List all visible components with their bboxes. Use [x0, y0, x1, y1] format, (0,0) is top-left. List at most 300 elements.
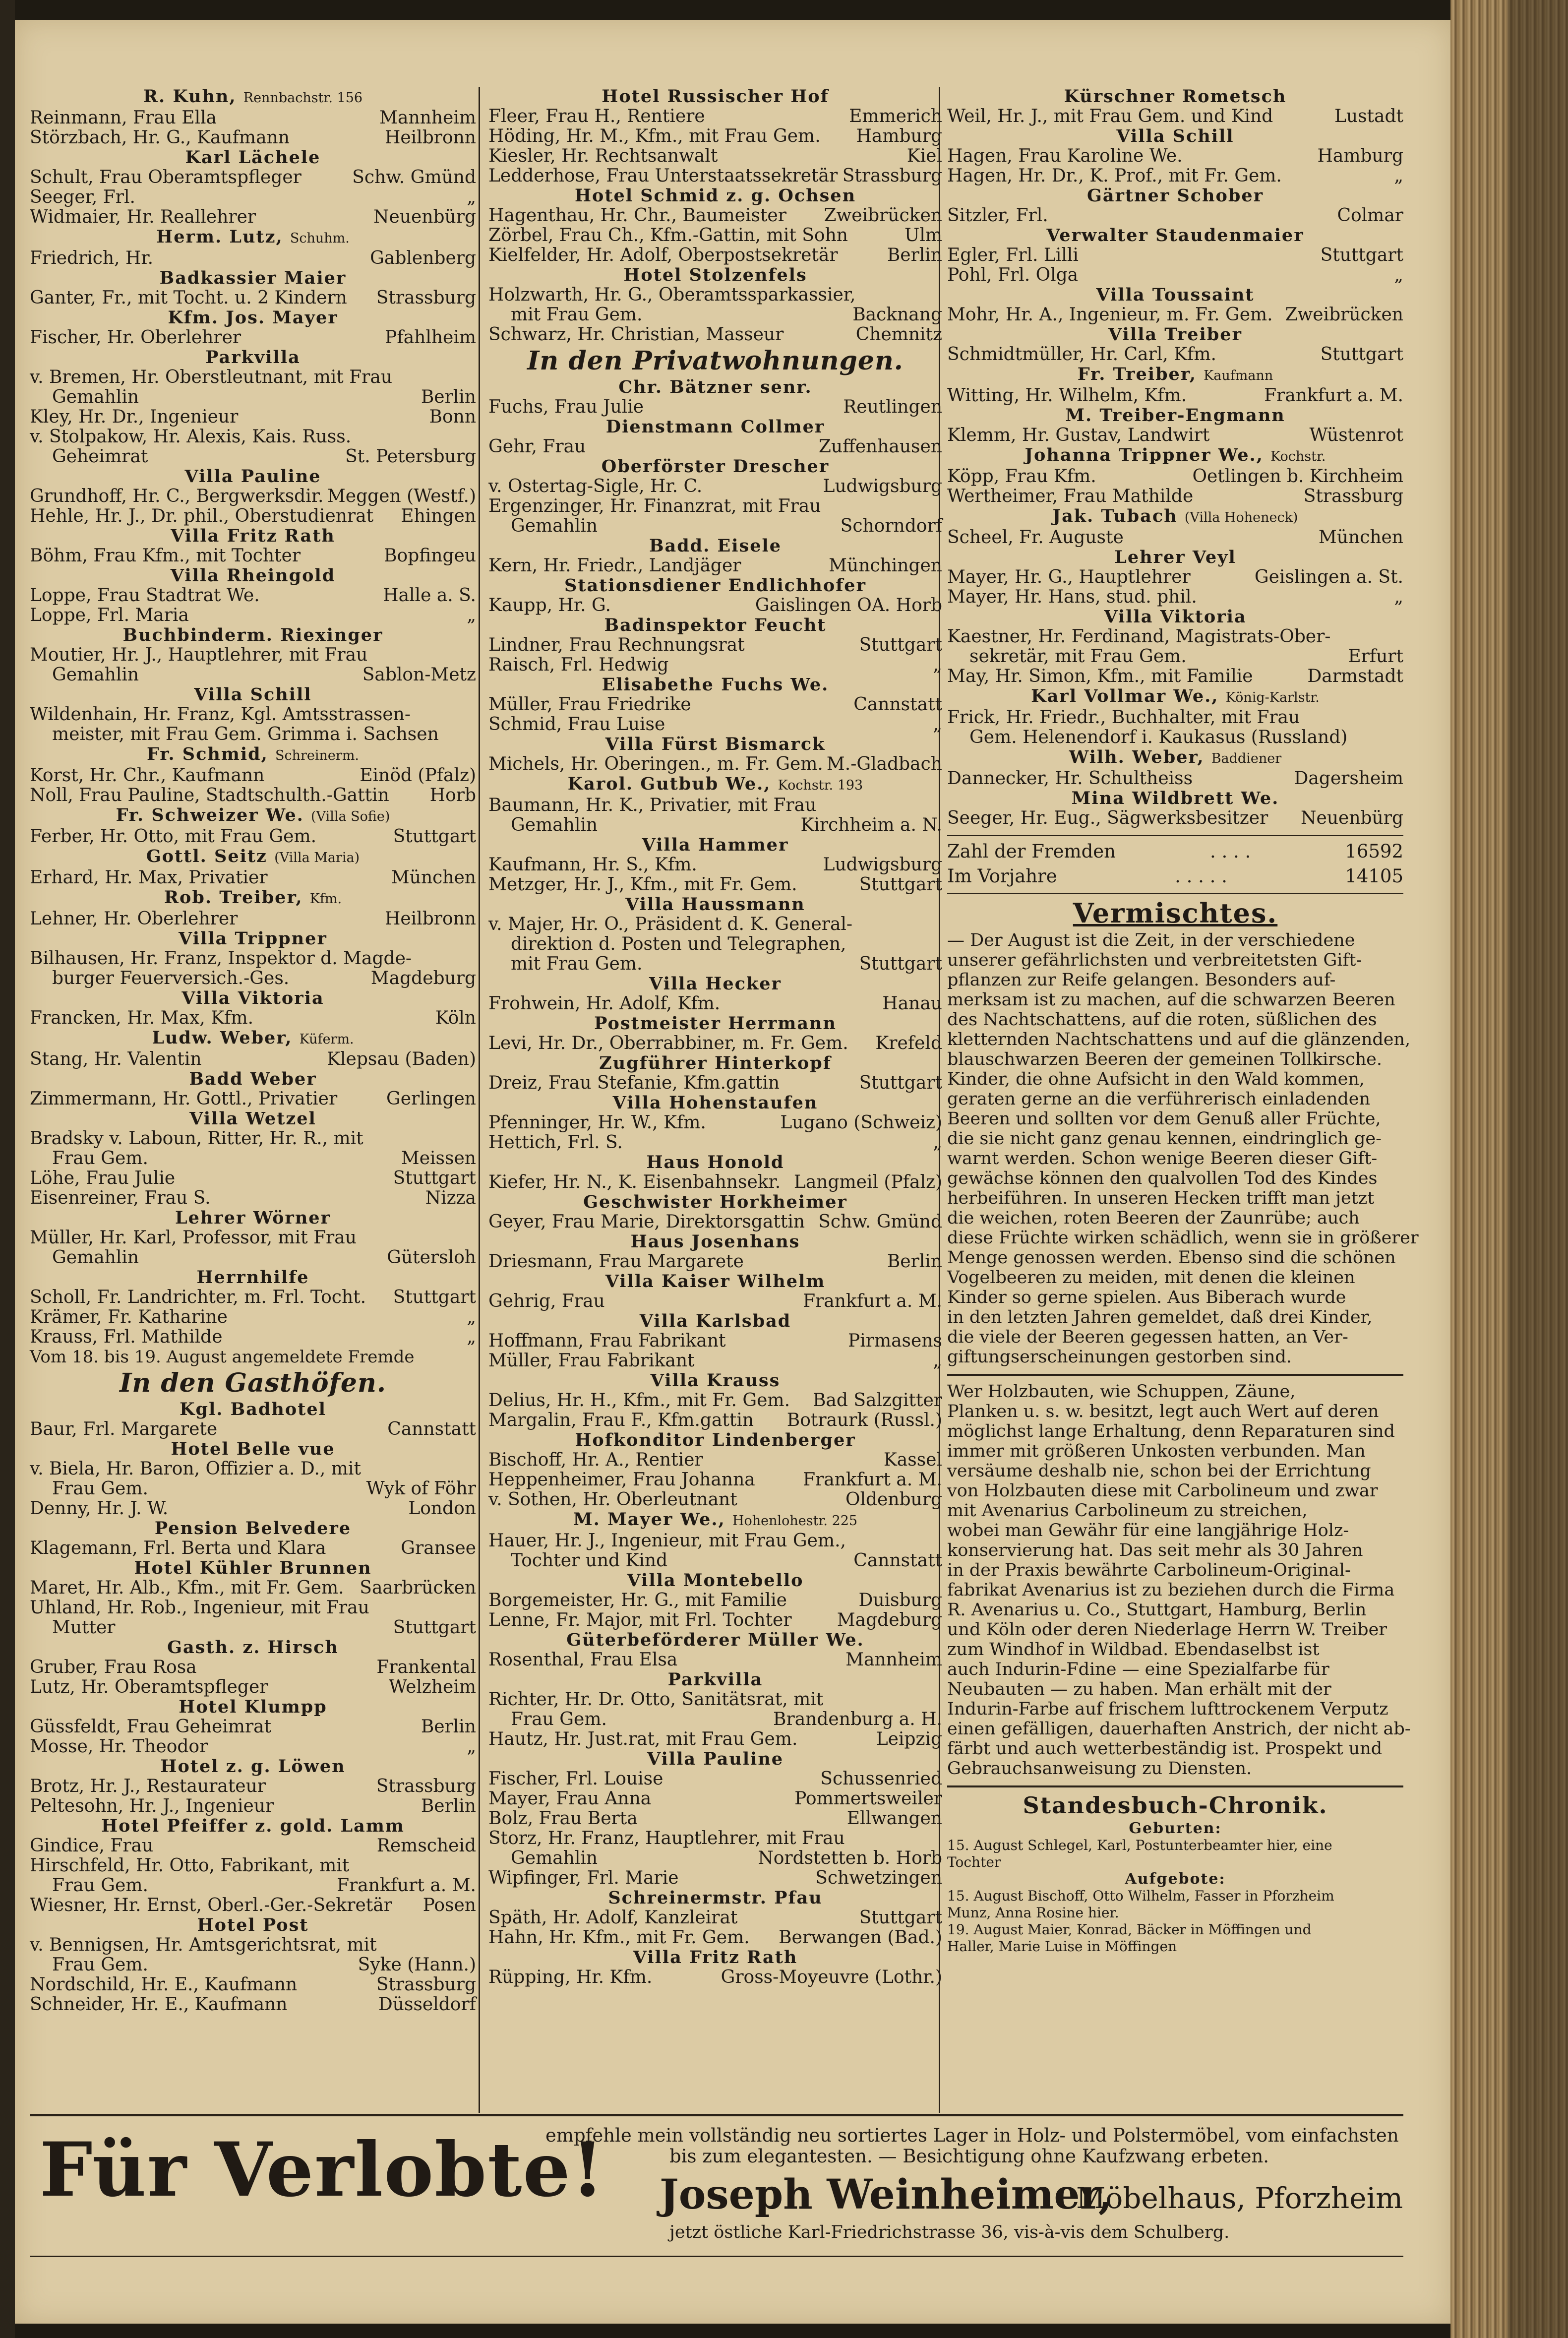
ad-business: Möbelhaus, Pforzheim: [1076, 2181, 1403, 2215]
lodging-heading: [488, 675, 942, 695]
guest-name: sekretär, mit Frau Gem.: [969, 646, 1187, 667]
guest-origin: Berwangen (Bad.): [779, 1927, 942, 1948]
guest-origin: Emmerich: [849, 106, 942, 126]
lodging-name: Villa Kaiser Wilhelm: [605, 1271, 826, 1292]
guest-name: Korst, Hr. Chr., Kaufmann: [30, 765, 265, 786]
lodging-name: Rob. Treiber,: [164, 887, 303, 908]
article-line: Indurin-Farbe auf frischem lufttrockenem Verputz: [947, 1699, 1388, 1719]
lodging-name: Jak. Tubach: [1052, 506, 1178, 526]
guest-name: Grundhoff, Hr. C., Bergwerksdir.: [30, 486, 324, 506]
guest-entry: [488, 1470, 942, 1490]
guest-entry: [30, 187, 476, 207]
guest-name: Widmaier, Hr. Reallehrer: [30, 207, 256, 227]
guest-origin: Berlin: [887, 245, 942, 265]
guest-origin: Frankfurt a. M.: [1264, 385, 1403, 406]
guest-name: Gemahlin: [511, 815, 598, 835]
lodging-name: Haus Honold: [646, 1152, 784, 1172]
guest-entry: [488, 1610, 942, 1630]
lodging-heading: [30, 467, 476, 487]
total-value: 14105: [1345, 865, 1403, 887]
article-line: kletternden Nachtschattens und auf die glänzenden,: [947, 1030, 1411, 1049]
guest-entry: [488, 246, 942, 265]
lodging-heading: [488, 974, 942, 994]
article-line: in der Praxis bewährte Carbolineum-Original-: [947, 1560, 1351, 1580]
guest-name: meister, mit Frau Gem. Grimma i. Sachsen: [52, 724, 439, 744]
guest-entry: [488, 146, 942, 166]
guest-name: Mayer, Hr. G., Hauptlehrer: [947, 567, 1191, 587]
furniture-advertisement: [30, 2120, 1403, 2252]
guest-name: Schmidtmüller, Hr. Carl, Kfm.: [947, 344, 1216, 365]
guest-entry: [947, 426, 1403, 445]
guest-name: Kaupp, Hr. G.: [488, 595, 611, 615]
guest-origin: Remscheid: [376, 1836, 476, 1856]
lodging-name: Villa Pauline: [184, 466, 321, 487]
guest-name: Hahn, Hr. Kfm., mit Fr. Gem.: [488, 1927, 750, 1948]
lodging-heading: [30, 1069, 476, 1089]
guest-name: Kaestner, Hr. Ferdinand, Magistrats-Ober-: [947, 626, 1331, 647]
lodging-heading: [488, 1232, 942, 1252]
guest-entry: [488, 1531, 942, 1551]
guest-origin: Strassburg: [842, 166, 942, 186]
guest-entry: [30, 1288, 476, 1307]
guest-entry: [488, 516, 942, 536]
guest-origin: Oldenburg: [845, 1489, 942, 1510]
guest-name: Bradsky v. Laboun, Ritter, Hr. R., mit: [30, 1128, 363, 1149]
lodging-name: Oberförster Drescher: [601, 456, 830, 477]
guest-origin: Gransee: [401, 1538, 476, 1558]
lodging-heading: [488, 377, 942, 397]
lodging-heading: [488, 1371, 942, 1391]
guest-origin: Cannstatt: [853, 694, 942, 715]
page-stack-shadow: [1508, 0, 1568, 2338]
lodging-heading: [947, 686, 1403, 708]
guest-entry: [30, 1419, 476, 1439]
lodging-name: Chr. Bätzner senr.: [618, 377, 812, 397]
guest-entry: [30, 1578, 476, 1598]
guest-name: Geheimrat: [52, 446, 148, 467]
guest-origin: München: [391, 867, 476, 888]
guest-entry: [30, 168, 476, 187]
lodging-heading: [947, 126, 1403, 146]
lodging-name: Güterbeförderer Müller We.: [566, 1630, 864, 1650]
guest-name: Dreiz, Frau Stefanie, Kfm.gattin: [488, 1073, 780, 1093]
guest-name: Seeger, Frl.: [30, 187, 135, 207]
guest-origin: Hamburg: [1317, 146, 1403, 166]
lodging-name: Herm. Lutz,: [156, 227, 283, 247]
guest-name: Schult, Frau Oberamtspfleger: [30, 167, 302, 187]
article-line: möglichst lange Erhaltung, denn Reparaturen sind: [947, 1421, 1395, 1441]
ad-top-rule: [30, 2114, 1403, 2116]
article-line: merksam ist zu machen, auf die schwarzen Beeren: [947, 990, 1395, 1010]
guest-origin: Schw. Gmünd: [352, 167, 476, 187]
divider: [947, 835, 1403, 836]
lodging-name: Villa Fritz Rath: [171, 526, 335, 546]
guest-name: Sitzler, Frl.: [947, 205, 1048, 226]
lodging-detail: Kfm.: [309, 891, 342, 907]
lodging-name: Villa Krauss: [650, 1370, 781, 1391]
guest-origin: Frankfurt a. M.: [337, 1875, 476, 1896]
guest-entry: [30, 1955, 476, 1975]
lodging-heading: [488, 1948, 942, 1968]
lodging-name: Hotel z. g. Löwen: [160, 1756, 346, 1777]
lodging-name: Herrnhilfe: [196, 1267, 309, 1288]
lodging-name: Geschwister Horkheimer: [583, 1192, 847, 1212]
lodging-heading: [30, 1208, 476, 1228]
guest-name: Krauss, Frl. Mathilde: [30, 1327, 223, 1347]
guest-entry: [947, 386, 1403, 406]
guest-origin: Frankfurt a. M.: [803, 1470, 942, 1490]
guest-entry: [488, 875, 942, 895]
lodging-name: Schreinermstr. Pfau: [608, 1888, 823, 1908]
ad-bottom-rule: [30, 2256, 1403, 2257]
lodging-name: Hotel Klumpp: [179, 1697, 327, 1717]
guest-entry: [947, 647, 1403, 667]
guest-name: Frohwein, Hr. Adolf, Kfm.: [488, 993, 721, 1014]
lodging-heading: [947, 285, 1403, 305]
article-line: geraten gerne an die verführerisch einladenden: [947, 1089, 1371, 1109]
guest-name: Fischer, Hr. Oberlehrer: [30, 327, 241, 348]
guest-entry: [30, 1248, 476, 1268]
guest-origin: Leipzig: [876, 1729, 942, 1749]
lodging-name: R. Kuhn,: [143, 86, 237, 107]
lodging-name: Karl Vollmar We.,: [1031, 686, 1219, 706]
guest-name: Höding, Hr. M., Kfm., mit Frau Gem.: [488, 126, 821, 146]
guest-entry: [488, 655, 942, 675]
guest-origin: Brandenburg a. H.: [773, 1709, 942, 1729]
lodging-detail: (Villa Maria): [274, 850, 360, 865]
lodging-detail: König-Karlstr.: [1225, 690, 1320, 705]
lodging-heading: [488, 1670, 942, 1690]
guest-origin: Bonn: [429, 407, 476, 427]
article-line: giftungserscheinungen gestorben sind.: [947, 1347, 1292, 1367]
guest-entry: [488, 695, 942, 715]
lodging-heading: [30, 1519, 476, 1538]
guest-entry: [30, 969, 476, 988]
guest-origin: „: [467, 187, 476, 207]
lodging-heading: [488, 1630, 942, 1650]
guest-entry: [488, 915, 942, 934]
guest-origin: Stuttgart: [859, 1073, 942, 1093]
guest-entry: [947, 107, 1403, 126]
guest-origin: „: [933, 1132, 942, 1153]
guest-name: Klemm, Hr. Gustav, Landwirt: [947, 425, 1210, 445]
guest-origin: Magdeburg: [370, 968, 476, 988]
guest-name: Frau Gem.: [511, 1709, 607, 1729]
guest-list-right: [947, 87, 1403, 828]
holzbauten-article: [947, 1382, 1411, 1779]
guest-entry: [947, 567, 1403, 587]
guest-entry: [30, 1129, 476, 1149]
guest-entry: [488, 1729, 942, 1749]
guest-name: Bolz, Frau Berta: [488, 1808, 638, 1829]
guest-name: Frau Gem.: [52, 1478, 148, 1499]
guest-entry: [488, 1809, 942, 1829]
guest-entry: [947, 808, 1403, 828]
lodging-name: Verwalter Staudenmaier: [1046, 225, 1304, 246]
guest-name: May, Hr. Simon, Kfm., mit Familie: [947, 666, 1253, 686]
guest-entry: [30, 1876, 476, 1896]
lodging-name: Villa Viktoria: [1104, 607, 1247, 627]
lodging-name: Fr. Schmid,: [146, 744, 268, 764]
lodging-heading: [30, 348, 476, 368]
guest-entry: [947, 305, 1403, 325]
guest-entry: [30, 1188, 476, 1208]
guest-entry: [30, 207, 476, 227]
lodging-heading: [488, 186, 942, 206]
guest-entry: [488, 1113, 942, 1133]
guest-entry: [30, 328, 476, 348]
guest-entry: [30, 1737, 476, 1757]
guest-name: Hagen, Hr. Dr., K. Prof., mit Fr. Gem.: [947, 166, 1282, 186]
guest-name: Maret, Hr. Alb., Kfm., mit Fr. Gem.: [30, 1578, 344, 1598]
guest-name: Mayer, Frau Anna: [488, 1788, 652, 1809]
guest-origin: Münchingen: [829, 555, 942, 576]
guest-origin: Oetlingen b. Kirchheim: [1192, 466, 1403, 487]
guest-origin: Ludwigsburg: [823, 855, 942, 875]
guest-origin: Colmar: [1337, 205, 1403, 226]
guest-entry: [488, 1411, 942, 1430]
guest-entry: [30, 1995, 476, 2015]
guest-entry: [488, 397, 942, 417]
guest-entry: [488, 556, 942, 576]
guest-entry: [30, 1089, 476, 1109]
section-heading: In den Privatwohnungen.: [527, 346, 904, 376]
lodging-name: Villa Hohenstaufen: [612, 1093, 818, 1113]
guest-entry: [30, 407, 476, 427]
guest-entry: [488, 1391, 942, 1411]
lodging-heading: [30, 268, 476, 288]
guest-entry: [30, 1975, 476, 1995]
guest-name: Borgemeister, Hr. G., mit Familie: [488, 1590, 787, 1610]
guest-entry: [30, 1598, 476, 1618]
lodging-heading: [30, 847, 476, 868]
guest-entry: [488, 715, 942, 735]
guest-origin: Meissen: [401, 1148, 476, 1169]
guest-entry: [30, 1777, 476, 1796]
article-line: Kinder so gerne spielen. Aus Biberach wurde: [947, 1288, 1346, 1307]
guest-origin: „: [467, 1327, 476, 1347]
guest-origin: Krefeld: [875, 1033, 942, 1053]
guest-name: v. Stolpakow, Hr. Alexis, Kais. Russ.: [30, 427, 352, 447]
guest-entry: [30, 606, 476, 625]
lodging-name: Kürschner Rometsch: [1064, 86, 1287, 107]
guest-origin: Gerlingen: [386, 1089, 476, 1109]
lodging-heading: [947, 445, 1403, 467]
lodging-name: Kgl. Badhotel: [180, 1399, 326, 1419]
guest-name: Uhland, Hr. Rob., Ingenieur, mit Frau: [30, 1598, 369, 1618]
lodging-detail: Kochstr. 193: [778, 778, 863, 793]
guest-origin: Schw. Gmünd: [818, 1212, 942, 1232]
article-line: blauschwarzen Beeren der gemeinen Tollkirsche.: [947, 1049, 1383, 1069]
guest-name: Lehner, Hr. Oberlehrer: [30, 909, 238, 929]
guest-name: Kern, Hr. Friedr., Landjäger: [488, 555, 741, 576]
article-line: die weichen, roten Beeren der Zaunrübe; auch: [947, 1208, 1360, 1228]
lodging-heading: [947, 87, 1403, 107]
guest-entry: [488, 1690, 942, 1710]
guest-origin: Gaislingen OA. Horb: [755, 595, 942, 615]
guest-origin: Zweibrücken: [1285, 305, 1403, 325]
guest-origin: Berlin: [421, 1796, 476, 1816]
lodging-detail: Schuhm.: [290, 231, 350, 246]
guest-entry: [488, 285, 942, 305]
guest-entry: [488, 1908, 942, 1928]
lodging-name: Kfm. Jos. Mayer: [168, 308, 338, 328]
guest-entry: [30, 868, 476, 888]
lodging-heading: [947, 747, 1403, 769]
column-right: [947, 86, 1419, 1955]
guest-entry: [488, 1928, 942, 1948]
guest-name: Hirschfeld, Hr. Otto, Fabrikant, mit: [30, 1855, 350, 1876]
guest-origin: Berlin: [421, 1717, 476, 1737]
guest-name: v. Majer, Hr. O., Präsident d. K. General-: [488, 914, 853, 934]
guest-name: Güssfeldt, Frau Geheimrat: [30, 1717, 272, 1737]
guest-name: Schmid, Frau Luise: [488, 714, 665, 735]
lodging-heading: [30, 148, 476, 168]
guest-entry: [488, 1829, 942, 1848]
guest-name: Delius, Hr. H., Kfm., mit Fr. Gem.: [488, 1390, 790, 1411]
guest-origin: Pirmasens: [848, 1331, 942, 1351]
guest-name: Wiesner, Hr. Ernst, Oberl.-Ger.-Sekretär: [30, 1895, 392, 1915]
total-label: Zahl der Fremden: [947, 841, 1116, 862]
lodging-detail: Küferm.: [299, 1032, 354, 1047]
guest-entry: [947, 769, 1403, 789]
guest-name: Köpp, Frau Kfm.: [947, 466, 1096, 487]
lodging-name: Hotel Post: [197, 1915, 309, 1935]
guest-name: Müller, Hr. Karl, Professor, mit Frau: [30, 1228, 357, 1248]
lodging-name: Villa Hammer: [642, 835, 789, 855]
article-line: fabrikat Avenarius ist zu beziehen durch die Firma: [947, 1580, 1395, 1600]
ad-address: jetzt östliche Karl-Friedrichstrasse 36, vis-à-vis dem Schulberg.: [669, 2222, 1230, 2242]
lodging-name: Hotel Kühler Brunnen: [134, 1558, 372, 1578]
guest-name: Lutz, Hr. Oberamtspfleger: [30, 1677, 268, 1697]
guest-name: Kley, Hr. Dr., Ingenieur: [30, 407, 239, 427]
guest-entry: [488, 1133, 942, 1153]
lodging-name: Wilh. Weber,: [1069, 747, 1205, 767]
chronik-entry: 15. August Bischoff, Otto Wilhelm, Fasser in Pforzheim: [947, 1888, 1334, 1904]
guest-entry: [30, 546, 476, 566]
guest-origin: Gütersloh: [387, 1247, 476, 1268]
lodging-name: Gottl. Seitz: [146, 846, 267, 866]
lodging-heading: [30, 1757, 476, 1777]
guest-name: Moutier, Hr. J., Hauptlehrer, mit Frau: [30, 645, 368, 665]
guest-entry: [30, 1327, 476, 1347]
guest-entry: [488, 226, 942, 246]
article-line: R. Avenarius u. Co., Stuttgart, Hamburg, Berlin: [947, 1600, 1367, 1620]
guest-name: Wildenhain, Hr. Franz, Kgl. Amtsstrassen-: [30, 704, 411, 725]
guest-name: Mayer, Hr. Hans, stud. phil.: [947, 587, 1197, 607]
guest-entry: [30, 1459, 476, 1479]
guest-entry: [947, 166, 1403, 186]
guest-origin: Ehingen: [401, 506, 476, 526]
lodging-detail: Schreinerm.: [275, 748, 360, 763]
lodging-name: Lehrer Veyl: [1114, 547, 1236, 567]
total-row: [947, 864, 1403, 889]
guest-origin: Klepsau (Baden): [327, 1049, 476, 1069]
guest-origin: Stuttgart: [393, 826, 476, 847]
lodging-name: Villa Fürst Bismarck: [605, 734, 826, 754]
guest-origin: Kiel: [906, 146, 942, 166]
guest-name: Hagenthau, Hr. Chr., Baumeister: [488, 205, 786, 226]
lodging-heading: [947, 506, 1403, 528]
guest-origin: Stuttgart: [1320, 344, 1403, 365]
aufgebote-label: Aufgebote:: [1125, 1870, 1226, 1888]
guest-name: Gehrig, Frau: [488, 1291, 605, 1311]
ad-text-line: bis zum elegantesten. — Besichtigung ohne Kaufzwang erbeten.: [669, 2146, 1269, 2167]
guest-origin: Stuttgart: [393, 1287, 476, 1307]
lodging-heading: [947, 365, 1403, 386]
guest-entry: [30, 705, 476, 725]
guest-origin: Ellwangen: [846, 1808, 942, 1829]
guest-entry: [488, 1034, 942, 1053]
lodging-name: Karl Lächele: [185, 147, 321, 168]
guest-name: Scheel, Fr. Auguste: [947, 527, 1124, 548]
guest-origin: Stuttgart: [393, 1168, 476, 1188]
guest-entry: [30, 909, 476, 929]
guest-origin: Cannstatt: [853, 1550, 942, 1571]
guest-name: Löhe, Frau Julie: [30, 1168, 176, 1188]
guest-entry: [30, 1677, 476, 1697]
guest-name: Scholl, Fr. Landrichter, m. Frl. Tocht.: [30, 1287, 366, 1307]
guest-origin: Backnang: [852, 305, 942, 325]
guest-name: Müller, Frau Friedrike: [488, 694, 691, 715]
lodging-name: Mina Wildbrett We.: [1071, 788, 1279, 808]
guest-origin: „: [1394, 166, 1403, 186]
guest-name: Pohl, Frl. Olga: [947, 265, 1079, 285]
article-line: mit Avenarius Carbolineum zu streichen,: [947, 1501, 1308, 1521]
guest-entry: [488, 496, 942, 516]
lodging-name: Badd. Eisele: [649, 536, 782, 556]
lodging-heading: [30, 227, 476, 248]
lodging-name: Villa Rheingold: [170, 565, 336, 586]
lodging-heading: [30, 1400, 476, 1419]
lodging-name: Villa Trippner: [179, 928, 327, 949]
guest-name: Storz, Hr. Franz, Hauptlehrer, mit Frau: [488, 1828, 845, 1848]
lodging-detail: (Villa Hoheneck): [1184, 510, 1298, 525]
guest-name: Gemahlin: [52, 665, 139, 685]
guest-name: Noll, Frau Pauline, Stadtschulth.-Gattin: [30, 785, 389, 805]
guest-entry: [30, 128, 476, 148]
guest-entry: [30, 1499, 476, 1519]
ad-headline: Für Verlobte!: [40, 2126, 605, 2214]
guest-name: Denny, Hr. J. W.: [30, 1498, 169, 1519]
guest-entry: [488, 796, 942, 815]
guest-entry: [947, 627, 1403, 647]
lodging-heading: [488, 1571, 942, 1591]
guest-name: Bischoff, Hr. A., Rentier: [488, 1450, 703, 1470]
guest-name: v. Ostertag-Sigle, Hr. C.: [488, 476, 703, 496]
guest-origin: Zweibrücken: [824, 205, 942, 226]
guest-name: Gem. Helenendorf i. Kaukasus (Russland): [969, 727, 1348, 747]
lodging-heading: [488, 265, 942, 285]
article-line: herbeiführen. In unseren Hecken trifft man jetzt: [947, 1188, 1375, 1208]
guest-name: Metzger, Hr. J., Kfm., mit Fr. Gem.: [488, 874, 797, 895]
guest-entry: [488, 994, 942, 1014]
guest-origin: Dagersheim: [1294, 768, 1403, 789]
guest-origin: Pommertsweiler: [794, 1788, 942, 1809]
guest-entry: [488, 1292, 942, 1311]
guest-name: Böhm, Frau Kfm., mit Tochter: [30, 546, 301, 566]
guest-origin: Düsseldorf: [378, 1994, 476, 2015]
guest-name: Francken, Hr. Max, Kfm.: [30, 1008, 254, 1028]
guest-entry: [488, 325, 942, 345]
lodging-name: Villa Haussmann: [625, 894, 805, 915]
lodging-name: M. Mayer We.,: [573, 1509, 725, 1530]
guest-name: Fleer, Frau H., Rentiere: [488, 106, 705, 126]
guest-entry: [30, 108, 476, 128]
guest-name: Pfenninger, Hr. W., Kfm.: [488, 1112, 706, 1133]
guest-entry: [488, 1848, 942, 1868]
guest-name: Frau Gem.: [52, 1875, 148, 1896]
